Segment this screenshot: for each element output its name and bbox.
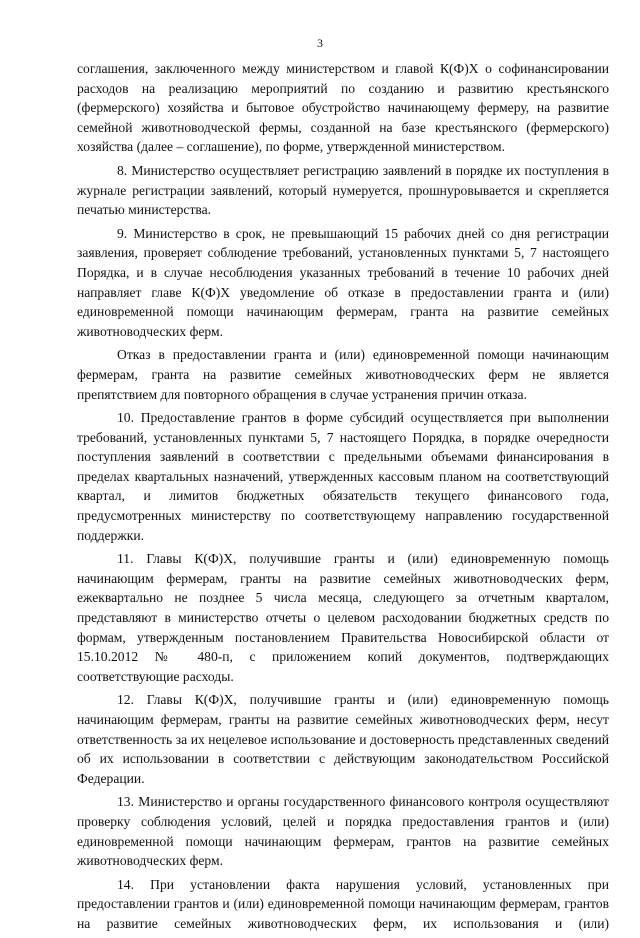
paragraph-8: 8. Министерство осуществляет регистрацию заявлений в порядке их поступления в журнале регистрации заявлений, который нумеруется, прошнуровывается и скрепляется печатью министерства. xyxy=(77,162,609,218)
paragraph-12: 12. Главы К(Ф)Х, получившие гранты и (или) единовременную помощь начинающим фермерам, гранты на развитие семейных животноводческих ферм, несут ответственность за их нецелевое использование и достоверность представленных сведений об их использовании в соответствии с действующим законодательством Российской Федерации. xyxy=(77,692,609,786)
paragraph-9: 9. Министерство в срок, не превышающий 15 рабочих дней со дня регистрации заявления, проверяет соблюдение требований, установленных пунктами 5, 7 настоящего Порядка, и в случае несоблюдения указанных требований в течение 10 рабочих дней направляет главе К(Ф)Х уведомление об отказе в предоставлении гранта и (или) единовременной помощи начинающим фермерам, гранта на развитие семейных животноводческих ферм. xyxy=(77,225,609,339)
paragraph-refusal: Отказ в предоставлении гранта и (или) единовременной помощи начинающим фермерам, гранта на развитие семейных животноводческих ферм не является препятствием для повторного обращения в случае устранения причин отказа. xyxy=(77,347,609,402)
paragraph-13: 13. Министерство и органы государственного финансового контроля осуществляют проверку соблюдения условий, целей и порядка предоставления грантов и (или) единовременной помощи начинающим фермерам, грантов на развитие семейных животноводческих ферм. xyxy=(77,794,609,869)
paragraph-11: 11. Главы К(Ф)Х, получившие гранты и (или) единовременную помощь начинающим фермерам, гранты на развитие семейных животноводческих ферм, ежеквартально не позднее 5 числа месяца, следующего за отчетным кварталом, представляют в министерство отчеты о целевом расходовании бюджетных средств по формам, утвержденным постановлением Правительства Новосибирской области от 15.10.2012 № 480-п, с приложением копий документов, подтверждающих соответствующие расходы. xyxy=(77,551,609,684)
page-number: 3 xyxy=(317,36,323,50)
document-body xyxy=(77,59,609,938)
paragraph-10: 10. Предоставление грантов в форме субсидий осуществляется при выполнении требований, установленных пунктами 5, 7 настоящего Порядка, в порядке очередности поступления заявлений в соответствии с предельными объемами финансирования в пределах квартальных назначений, утвержденных кассовым планом на соответствующий квартал, и лимитов бюджетных обязательств текущего финансового года, предусмотренных министерству по соответствующему направлению государственной поддержки. xyxy=(77,410,609,543)
paragraph-14: 14. При установлении факта нарушения условий, установленных при предоставлении грантов и (или) единовременной помощи начинающим фермерам, грантов на развитие семейных животноводческих ферм, их использования и (или) xyxy=(77,876,609,931)
paragraph-agreement-continuation: соглашения, заключенного между министерством и главой К(Ф)Х о софинансировании расходов на реализацию мероприятий по созданию и развитию крестьянского (фермерского) хозяйства и бытовое обустройство начинающему фермеру, на развитие семейной животноводческой фермы, созданной на базе крестьянского (фермерского) хозяйства (далее – соглашение), по форме, утвержденной министерством. xyxy=(77,61,609,155)
